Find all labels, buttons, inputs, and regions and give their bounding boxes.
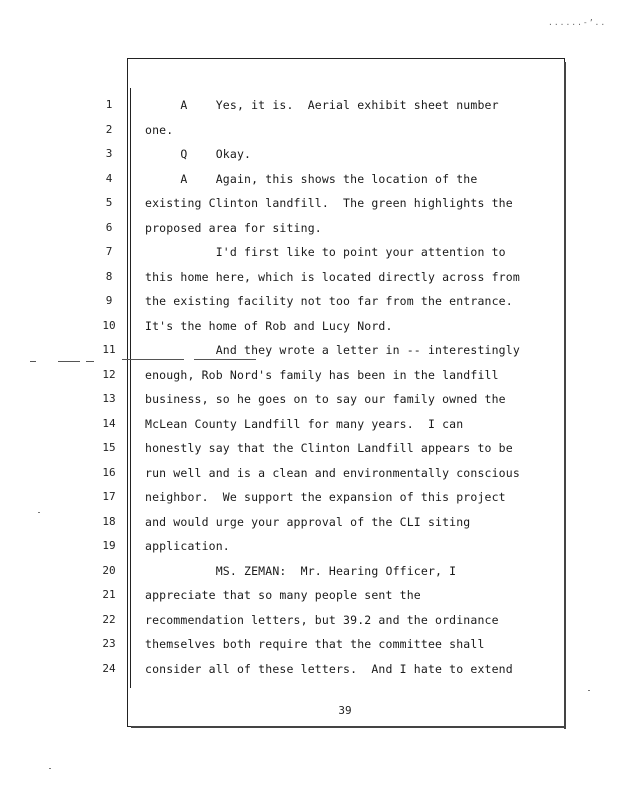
line-text: Q Okay. [145,147,252,161]
line-text: honestly say that the Clinton Landfill appears to be [145,441,513,455]
line-number: 12 [102,367,116,381]
line-number: 16 [102,465,116,479]
line-text: It's the home of Rob and Lucy Nord. [145,318,393,333]
line-text: I'd first like to point your attention to [145,245,506,259]
line-number: 5 [105,196,113,209]
line-text: appreciate that so many people sent the [145,588,421,602]
frame-shadow-right [564,62,566,729]
scan-artifact [86,361,94,362]
line-number: 8 [105,269,113,283]
scan-artifact [194,359,256,360]
line-number: 23 [102,637,116,650]
line-number: 6 [105,220,113,234]
line-text: one. [145,122,174,137]
line-number: 10 [102,318,116,332]
line-number: 20 [102,563,116,577]
scan-corner-mark: ......-’.. [548,18,607,27]
line-text: themselves both require that the committee shall [145,637,485,651]
line-number: 9 [105,294,113,307]
line-text: run well and is a clean and environmentally conscious [145,465,520,480]
line-text: enough, Rob Nord's family has been in the landfill [145,367,499,382]
line-text: the existing facility not too far from the entrance. [145,294,513,308]
line-text: consider all of these letters. And I hate to extend [145,661,513,676]
line-text: McLean County Landfill for many years. I can [145,416,464,431]
page-number: 39 [338,704,352,717]
line-number: 15 [102,441,116,454]
line-number: 4 [105,171,113,185]
line-number: 18 [102,514,116,528]
scan-artifact [588,690,590,691]
line-number: 1 [105,98,113,111]
scan-artifact [30,361,36,362]
line-text: And they wrote a letter in -- interestingly [145,343,520,357]
line-number-rule [130,88,131,688]
line-number: 11 [102,343,116,356]
line-number: 14 [102,416,116,430]
line-text: MS. ZEMAN: Mr. Hearing Officer, I [145,563,457,578]
line-text: neighbor. We support the expansion of this project [145,490,506,504]
line-number: 3 [105,147,113,160]
frame-shadow-bottom [131,726,566,728]
line-text: business, so he goes on to say our family owned the [145,392,506,406]
line-number: 24 [102,661,116,675]
line-number: 7 [105,245,113,258]
line-text: A Yes, it is. Aerial exhibit sheet number [145,98,499,112]
line-text: existing Clinton landfill. The green highlights the [145,196,513,210]
line-text: this home here, which is located directly across from [145,269,520,284]
line-number: 2 [105,122,113,136]
scan-artifact [122,359,184,360]
line-number: 19 [102,539,116,552]
scan-artifact [58,361,80,362]
line-text: recommendation letters, but 39.2 and the ordinance [145,612,499,627]
line-text: and would urge your approval of the CLI siting [145,514,471,529]
line-text: A Again, this shows the location of the [145,171,478,186]
line-number: 17 [102,490,116,503]
line-number: 21 [102,588,116,601]
line-number: 13 [102,392,116,405]
scan-artifact [38,512,40,513]
line-text: proposed area for siting. [145,220,322,235]
scan-artifact [49,768,51,769]
line-text: application. [145,539,230,553]
line-number: 22 [102,612,116,626]
